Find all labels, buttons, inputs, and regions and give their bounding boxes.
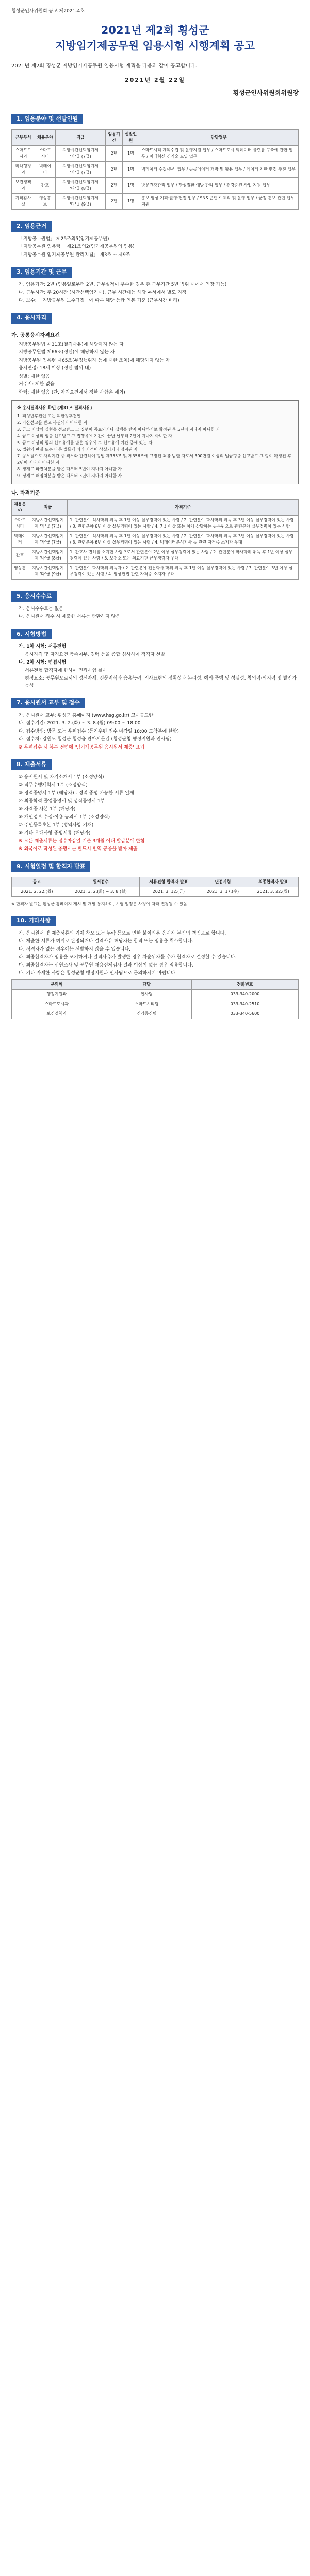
requirement-item: 지방공무원 임용령 제65조(부정행위자 등에 대한 조치)에 해당하지 않는 자: [19, 358, 170, 363]
document-item: ② 직무수행계획서 1부 (소정양식): [19, 783, 88, 788]
notice-line: 6. 법원의 판결 또는 다른 법률에 따라 자격이 상실되거나 정지된 자: [17, 447, 138, 452]
notice-line: 7. 공무원으로 재직기간 중 직무와 관련하여 형법 제355조 및 제356조에 규정된 죄를 범한 자로서 300만원 이상의 벌금형을 선고받고 그 형이 확정된 후 2년이 지나지 아니한 자: [17, 454, 291, 465]
announcement-date: 2021년 2월 22일: [124, 77, 186, 84]
notice-line: 4. 금고 이상의 형을 선고받고 그 집행유예 기간이 끝난 날부터 2년이 지나지 아니한 자: [17, 434, 172, 439]
schedule-table: [11, 877, 299, 897]
table-row: [12, 564, 299, 580]
table-cell: 빅데이터: [12, 532, 28, 548]
table-cell: 2021. 2. 22.(월): [12, 887, 62, 897]
table-header: 임용기간: [106, 130, 122, 146]
legal-basis-item: 「지방공무원 임용령」 제21조의2(임기제공무원의 임용): [19, 244, 135, 250]
document-item: ① 응시원서 및 자기소개서 1부 (소정양식): [19, 774, 104, 780]
other-item: 다. 적격자가 없는 경우에는 선발하지 않을 수 있습니다.: [19, 946, 131, 952]
table-cell: 영상홍보: [35, 194, 55, 210]
section-title-fee: 5. 응시수수료: [11, 591, 57, 602]
table-cell: 033-340-2510: [192, 999, 299, 1009]
table-header: 최종합격자 발표: [248, 877, 299, 887]
exam-method-item: 응시자격 및 자격요건 충족여부, 경력 등을 종합 심사하여 적격자 선발: [25, 652, 166, 657]
table-cell: 인사팀: [102, 989, 192, 999]
legal-basis-item: 「지방공무원 임기제공무원 관리지침」 제3조 ~ 제9조: [19, 252, 130, 258]
document-note: ※ 외국어로 작성된 증명서는 반드시 번역 공증을 받아 제출: [19, 846, 138, 852]
table-cell: 간호: [35, 178, 55, 194]
intro-text: 2021년 제2회 횡성군 지방임기제공무원 임용시험 계획을 다음과 같이 공고합니다.: [11, 63, 197, 70]
subsection-qualifications: 나. 자격기준: [11, 490, 40, 497]
table-cell: 1. 간호사 면허를 소지한 사람으로서 관련분야 2년 이상 실무경력이 있는 사람 / 2. 관련분야 학사학위 취득 후 1년 이상 실무경력이 있는 사람 / 3. 보건소 또는 의료기관 근무경력자 우대: [68, 548, 299, 564]
table-header: 직급: [55, 130, 106, 146]
table-cell: 지방시간선택임기제 '가'급 (7급): [28, 532, 68, 548]
document-item: ⑧ 기타 우대사항 증빙서류 (해당자): [19, 831, 91, 836]
table-header: 전화번호: [192, 979, 299, 989]
table-header: 채용분야: [12, 500, 28, 516]
table-header: 자격기준: [68, 500, 299, 516]
table-header: 선발인원: [122, 130, 139, 146]
table-cell: 홍보 영상 기획·촬영·편집 업무 / SNS 콘텐츠 제작 및 운영 업무 / 군정 홍보 관련 업무 지원: [139, 194, 299, 210]
document-item: ⑤ 자격증 사본 1부 (해당자): [19, 806, 76, 812]
table-cell: 스마트도시과: [12, 999, 102, 1009]
section-title-term: 3. 임용기간 및 근무: [11, 267, 72, 278]
requirement-item: 학력: 제한 없음 (단, 자격요건에서 정한 사항은 예외): [19, 389, 125, 395]
table-cell: 빅데이터: [35, 162, 55, 178]
positions-table: [11, 129, 299, 210]
table-cell: 지방시간선택임기제 '가'급 (7급): [55, 162, 106, 178]
table-cell: 2021. 3. 22.(월): [248, 887, 299, 897]
section-title-application: 7. 응시원서 교부 및 접수: [11, 698, 85, 708]
announcement-number: 횡성군인사위원회 공고 제2021-4호: [11, 9, 85, 14]
table-cell: 1. 관련분야 학사학위 취득자 / 2. 관련분야 전문학사 학위 취득 후 1년 이상 실무경력이 있는 사람 / 3. 관련분야 3년 이상 실무경력이 있는 사람 / 4. 영상편집 관련 자격증 소지자 우대: [68, 564, 299, 580]
table-row: [12, 162, 299, 178]
table-cell: 1명: [122, 194, 139, 210]
table-cell: 지방시간선택임기제 '가'급 (7급): [55, 146, 106, 162]
table-cell: 영상홍보: [12, 564, 28, 580]
application-note: ※ 우편접수 시 봉투 전면에 '임기제공무원 응시원서 재중' 표기: [19, 744, 145, 750]
exam-method-item: 평정요소: 공무원으로서의 정신자세, 전문지식과 응용능력, 의사표현의 정확성과 논리성, 예의·품행 및 성실성, 창의력·의지력 및 발전가능성: [25, 676, 297, 688]
table-cell: 1명: [122, 146, 139, 162]
section-title-other: 10. 기타사항: [11, 916, 56, 926]
requirement-item: 지방공무원법 제66조(정년)에 해당하지 않는 자: [19, 350, 115, 355]
table-cell: 1. 관련분야 석사학위 취득 후 1년 이상 실무경력이 있는 사람 / 2. 관련분야 학사학위 취득 후 3년 이상 실무경력이 있는 사람 / 3. 관련분야 6년 이상 실무경력이 있는 사람 / 4. 7급 이상 또는 이에 상당하는 공무원으로 관련분야 실무경력이 있는 사람: [68, 516, 299, 532]
table-row: [12, 999, 299, 1009]
requirement-item: 지방공무원법 제31조(결격사유)에 해당하지 않는 자: [19, 342, 124, 347]
document-item: ③ 경력증명서 1부 (해당자) - 경력 증명 가능한 서류 일체: [19, 790, 134, 796]
document-item: ⑥ 개인정보 수집·이용 동의서 1부 (소정양식): [19, 815, 110, 820]
table-row: [12, 146, 299, 162]
table-row: [12, 194, 299, 210]
table-cell: 2021. 3. 2.(화) ~ 3. 8.(월): [62, 887, 139, 897]
table-cell: 미래행정과: [12, 162, 35, 178]
table-header: 공고: [12, 877, 62, 887]
table-cell: 간호: [12, 548, 28, 564]
table-header: 문의처: [12, 979, 102, 989]
requirement-item: 성별: 제한 없음: [19, 374, 50, 379]
table-cell: 1명: [122, 178, 139, 194]
table-row: [12, 516, 299, 532]
issuing-organization: 횡성군인사위원회위원장: [233, 89, 299, 96]
table-cell: 방문건강관리 업무 / 만성질환 예방 관리 업무 / 건강증진 사업 지원 업무: [139, 178, 299, 194]
table-header: 담당: [102, 979, 192, 989]
application-item: 라. 접수처: 강원도 횡성군 횡성읍 관아서문길 (횡성군청 행정지원과 인사팀): [19, 737, 172, 742]
section-title-eligibility: 4. 응시자격: [11, 313, 52, 324]
disqualification-notice-box: [11, 400, 299, 484]
table-cell: 2년: [106, 178, 122, 194]
table-header: 직급: [28, 500, 68, 516]
table-cell: 스마트시티: [35, 146, 55, 162]
notice-line: 8. 징계로 파면처분을 받은 때부터 5년이 지나지 아니한 자: [17, 467, 122, 472]
requirement-item: 응시연령: 18세 이상 (정년 범위 내): [19, 366, 91, 371]
contact-table: [11, 979, 299, 1019]
table-row: [12, 989, 299, 999]
application-item: 다. 접수방법: 방문 또는 우편접수 (등기우편 접수 마감일 18:00 도착분에 한함): [19, 728, 179, 734]
table-header: 서류전형 합격자 발표: [140, 877, 198, 887]
other-item: 마. 최종합격자는 신원조사 및 공무원 채용신체검사 결과 이상이 없는 경우 임용합니다.: [19, 962, 193, 968]
exam-method-item: 나. 2차 시험: 면접시험: [19, 660, 67, 666]
table-header: 원서접수: [62, 877, 139, 887]
table-cell: 지방시간선택임기제 '나'급 (8급): [28, 548, 68, 564]
notice-line: 1. 피성년후견인 또는 피한정후견인: [17, 414, 81, 419]
term-item: 다. 보수: 「지방공무원 보수규정」에 따른 해당 등급 연봉 기준 (근무시간 비례): [19, 298, 180, 303]
term-item: 나. 근무시간: 주 20시간 (시간선택임기제), 근무 시간대는 해당 부서에서 별도 지정: [19, 290, 187, 296]
table-header: 면접시험: [198, 877, 248, 887]
table-row: [12, 548, 299, 564]
table-row: [12, 532, 299, 548]
exam-method-item: 서류전형 합격자에 한하여 면접시험 실시: [25, 668, 107, 673]
table-cell: 스마트도시과: [12, 146, 35, 162]
subsection-common-requirements: 가. 공통응시자격요건: [11, 332, 60, 338]
notice-line: 3. 금고 이상의 실형을 선고받고 그 집행이 종료되거나 집행을 받지 아니하기로 확정된 후 5년이 지나지 아니한 자: [17, 427, 220, 432]
table-cell: 기획감사실: [12, 194, 35, 210]
notice-line: 2. 파산선고를 받고 복권되지 아니한 자: [17, 420, 88, 426]
table-cell: 2021. 3. 17.(수): [198, 887, 248, 897]
table-cell: 보건정책과: [12, 178, 35, 194]
schedule-note: ※ 합격자 발표는 횡성군 홈페이지 게시 및 개별 통지하며, 시험 일정은 사정에 따라 변경될 수 있음: [11, 902, 188, 907]
notice-line: 9. 징계로 해임처분을 받은 때부터 3년이 지나지 아니한 자: [17, 473, 122, 479]
table-cell: 033-340-2000: [192, 989, 299, 999]
fee-item: 나. 응시원서 접수 시 제출한 서류는 반환하지 않음: [19, 614, 120, 620]
table-header: 근무부서: [12, 130, 35, 146]
table-row: [12, 178, 299, 194]
notice-line: 5. 금고 이상의 형의 선고유예를 받은 경우에 그 선고유예 기간 중에 있는 자: [17, 440, 153, 446]
document-note: ※ 모든 제출서류는 접수마감일 기준 3개월 이내 발급분에 한함: [19, 838, 145, 844]
notice-title: ※ 응시결격사유 확인 (제31조 결격사유): [17, 405, 92, 411]
table-cell: 1. 관련분야 석사학위 취득 후 1년 이상 실무경력이 있는 사람 / 2. 관련분야 학사학위 취득 후 3년 이상 실무경력이 있는 사람 / 3. 관련분야 6년 이상 실무경력이 있는 사람 / 4. 빅데이터분석기사 등 관련 자격증 소지자 우대: [68, 532, 299, 548]
fee-item: 가. 응시수수료는 없음: [19, 606, 63, 612]
document-item: ⑦ 주민등록초본 1부 (병역사항 기재): [19, 822, 94, 828]
qualifications-table: [11, 499, 299, 580]
table-cell: 2년: [106, 194, 122, 210]
term-item: 가. 임용기간: 2년 (임용일로부터 2년, 근무실적이 우수한 경우 총 근무기간 5년 범위 내에서 연장 가능): [19, 282, 227, 287]
table-row: [12, 1009, 299, 1019]
table-cell: 스마트시티: [12, 516, 28, 532]
table-header: 채용분야: [35, 130, 55, 146]
table-cell: 2년: [106, 146, 122, 162]
requirement-item: 거주지: 제한 없음: [19, 382, 55, 387]
section-title-positions: 1. 임용분야 및 선발인원: [11, 114, 83, 125]
table-cell: 지방시간선택임기제 '가'급 (7급): [28, 516, 68, 532]
table-cell: 지방시간선택임기제 '다'급 (9급): [28, 564, 68, 580]
section-title-legal-basis: 2. 임용근거: [11, 221, 52, 232]
table-cell: 스마트시티 계획수립 및 운영지원 업무 / 스마트도시 빅데이터 플랫폼 구축에 관한 업무 / 미래혁신 신기술 도입 업무: [139, 146, 299, 162]
table-cell: 빅데이터 수집·분석 업무 / 공공데이터 개방 및 활용 업무 / 데이터 기반 행정 추진 업무: [139, 162, 299, 178]
section-title-documents: 8. 제출서류: [11, 759, 52, 770]
table-cell: 스마트시티팀: [102, 999, 192, 1009]
table-header: 담당업무: [139, 130, 299, 146]
table-cell: 보건정책과: [12, 1009, 102, 1019]
legal-basis-item: 「지방공무원법」 제25조의5(임기제공무원): [19, 236, 109, 242]
section-title-schedule: 9. 시험일정 및 합격자 발표: [11, 861, 90, 872]
other-item: 가. 응시원서 및 제출서류의 기재 착오 또는 누락 등으로 인한 불이익은 응시자 본인의 책임으로 합니다.: [19, 930, 226, 936]
other-item: 바. 기타 자세한 사항은 횡성군청 행정지원과 인사팀으로 문의하시기 바랍니다.: [19, 971, 177, 976]
table-row: [12, 887, 299, 897]
table-cell: 2년: [106, 162, 122, 178]
table-cell: 지방시간선택임기제 '다'급 (9급): [55, 194, 106, 210]
table-cell: 2021. 3. 12.(금): [140, 887, 198, 897]
exam-method-item: 가. 1차 시험: 서류전형: [19, 644, 67, 650]
other-item: 라. 최종합격자가 임용을 포기하거나 결격사유가 발생한 경우 차순위자를 추가 합격자로 결정할 수 있습니다.: [19, 955, 237, 960]
page-title-line2: 지방임기제공무원 임용시험 시행계획 공고: [55, 39, 255, 52]
page-title-line1: 2021년 제2회 횡성군: [101, 24, 209, 37]
table-cell: 행정지원과: [12, 989, 102, 999]
other-item: 나. 제출한 서류가 허위로 판명되거나 결격사유 해당자는 합격 또는 임용을 취소합니다.: [19, 939, 193, 944]
table-cell: 033-340-5600: [192, 1009, 299, 1019]
application-item: 가. 응시원서 교부: 횡성군 홈페이지 (www.hsg.go.kr) 고시공고란: [19, 713, 154, 718]
document-item: ④ 최종학력 졸업증명서 및 성적증명서 1부: [19, 799, 105, 804]
application-item: 나. 접수기간: 2021. 3. 2.(화) ~ 3. 8.(월) 09:00 ~ 18:00: [19, 721, 141, 726]
section-title-exam-method: 6. 시험방법: [11, 629, 52, 640]
table-cell: 1명: [122, 162, 139, 178]
table-cell: 지방시간선택임기제 '나'급 (8급): [55, 178, 106, 194]
table-cell: 건강증진팀: [102, 1009, 192, 1019]
